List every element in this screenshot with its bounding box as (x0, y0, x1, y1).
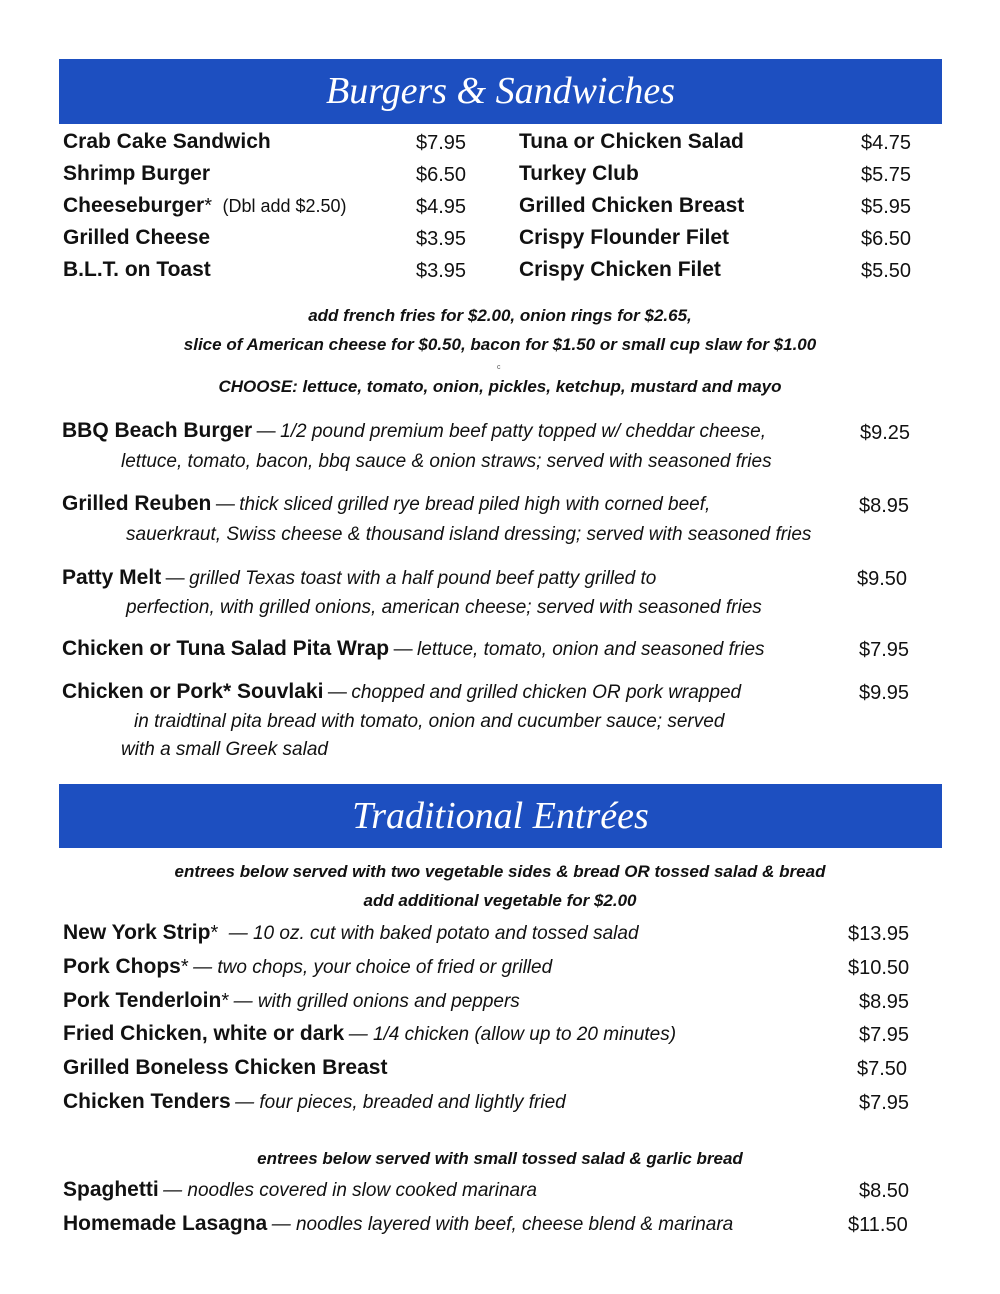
special-name: Chicken or Pork* Souvlaki (62, 680, 324, 703)
special-desc-cont: lettuce, tomato, bacon, bbq sauce & onion straws; served with seasoned fries (121, 451, 772, 472)
item-name: Crispy Flounder Filet (519, 226, 730, 249)
item-name: Turkey Club (519, 162, 639, 185)
pasta-price: $8.50 (859, 1180, 910, 1202)
menu-item (63, 226, 210, 250)
special-desc: thick sliced grilled rye bread piled high with corned beef, (239, 494, 711, 515)
entree-price: $13.95 (848, 923, 910, 945)
entree-item (63, 1056, 387, 1080)
entree-item (63, 1090, 566, 1114)
entree-star: * (221, 990, 230, 1012)
entree-price: $10.50 (848, 957, 910, 979)
item-price: $5.50 (861, 260, 912, 282)
item-name: B.L.T. on Toast (63, 258, 211, 281)
special-dash: — (327, 682, 347, 703)
item-name: Crispy Chicken Filet (519, 258, 721, 281)
pasta-desc: — noodles covered in slow cooked marinara (163, 1180, 537, 1201)
entree-item (63, 921, 639, 945)
entree-desc: — two chops, your choice of fried or grilled (193, 957, 553, 978)
item-price: $4.95 (416, 196, 467, 218)
entree-price: $8.95 (859, 991, 910, 1013)
item-price: $5.75 (861, 164, 912, 186)
special-desc: 1/2 pound premium beef patty topped w/ cheddar cheese, (280, 421, 766, 442)
entree-star: * (210, 922, 219, 944)
pasta-item (63, 1178, 537, 1202)
entrees-note-vegetable: add additional vegetable for $2.00 (363, 891, 637, 910)
special-item (62, 680, 741, 704)
special-price: $8.95 (859, 495, 910, 517)
entree-desc: — 10 oz. cut with baked potato and tossed salad (228, 923, 639, 944)
item-price: $3.95 (416, 260, 467, 282)
special-price: $7.95 (859, 639, 910, 661)
item-price: $6.50 (416, 164, 467, 186)
entree-item (63, 1022, 676, 1046)
entree-name: Pork Chops (63, 955, 181, 978)
item-name: Shrimp Burger (63, 162, 211, 185)
special-dash: — (165, 568, 185, 589)
section-title-burgers: Burgers & Sandwiches (325, 70, 675, 112)
special-dash: — (393, 639, 413, 660)
menu-item (63, 130, 271, 154)
item-price: $3.95 (416, 228, 467, 250)
section-title-entrees: Traditional Entrées (352, 795, 649, 837)
entree-star: * (180, 956, 189, 978)
pasta-desc: — noodles layered with beef, cheese blend & marinara (271, 1214, 734, 1235)
special-name: Chicken or Tuna Salad Pita Wrap (62, 637, 390, 660)
section-banner-burgers (59, 59, 942, 124)
entree-item (63, 955, 552, 979)
item-note: (Dbl add $2.50) (222, 196, 347, 216)
entree-name: New York Strip (63, 921, 211, 944)
special-desc-cont: in traidtinal pita bread with tomato, onion and cucumber sauce; served (134, 711, 725, 732)
special-dash: — (215, 494, 235, 515)
entree-name: Chicken Tenders (63, 1090, 231, 1113)
special-price: $9.50 (857, 568, 908, 590)
entree-name: Grilled Boneless Chicken Breast (63, 1056, 388, 1079)
special-desc: grilled Texas toast with a half pound beef patty grilled to (189, 568, 657, 589)
pasta-item (63, 1212, 733, 1236)
item-star: * (204, 195, 213, 217)
special-name: Grilled Reuben (62, 492, 212, 515)
entree-name: Fried Chicken, white or dark (63, 1022, 345, 1045)
item-price: $4.75 (861, 132, 912, 154)
entree-item (63, 989, 520, 1013)
menu-item (63, 194, 347, 218)
menu-item (63, 162, 210, 186)
special-item (62, 419, 766, 443)
entree-price: $7.95 (859, 1092, 910, 1114)
special-item (62, 492, 710, 516)
special-dash: — (256, 421, 276, 442)
addons-note-line1: add french fries for $2.00, onion rings for $2.65, (308, 306, 692, 325)
entree-desc: — with grilled onions and peppers (233, 991, 520, 1012)
pasta-note: entrees below served with small tossed salad & garlic bread (257, 1149, 743, 1168)
item-price: $7.95 (416, 132, 467, 154)
special-desc: chopped and grilled chicken OR pork wrapped (351, 682, 742, 703)
special-desc-cont: perfection, with grilled onions, american cheese; served with seasoned fries (126, 597, 762, 618)
addons-note-line2: slice of American cheese for $0.50, bacon for $1.50 or small cup slaw for $1.00 (183, 335, 817, 354)
entree-price: $7.95 (859, 1024, 910, 1046)
menu-item (63, 258, 211, 282)
special-name: BBQ Beach Burger (62, 419, 253, 442)
entree-name: Pork Tenderloin (63, 989, 222, 1012)
stray-mark: c (497, 364, 501, 371)
item-price: $5.95 (861, 196, 912, 218)
item-name: Grilled Chicken Breast (519, 194, 745, 217)
item-name: Crab Cake Sandwich (63, 130, 271, 153)
choose-note: CHOOSE: lettuce, tomato, onion, pickles, ketchup, mustard and mayo (218, 377, 782, 396)
item-name: Cheeseburger (63, 194, 205, 217)
item-price: $6.50 (861, 228, 912, 250)
pasta-price: $11.50 (848, 1214, 908, 1236)
special-price: $9.95 (859, 682, 910, 704)
special-desc-cont: sauerkraut, Swiss cheese & thousand island dressing; served with seasoned fries (126, 524, 812, 545)
item-name: Grilled Cheese (63, 226, 211, 249)
pasta-name: Spaghetti (63, 1178, 159, 1201)
special-item (62, 637, 765, 661)
special-name: Patty Melt (62, 566, 162, 589)
entree-desc: — four pieces, breaded and lightly fried (235, 1092, 566, 1113)
section-banner-entrees (59, 784, 942, 848)
special-item (62, 566, 656, 590)
item-name: Tuna or Chicken Salad (519, 130, 744, 153)
entree-price: $7.50 (857, 1058, 908, 1080)
special-price: $9.25 (860, 422, 911, 444)
special-desc: lettuce, tomato, onion and seasoned fries (417, 639, 765, 660)
special-desc-cont: with a small Greek salad (121, 739, 328, 760)
pasta-name: Homemade Lasagna (63, 1212, 268, 1235)
entrees-note-sides: entrees below served with two vegetable sides & bread OR tossed salad & bread (174, 862, 826, 881)
entree-desc: — 1/4 chicken (allow up to 20 minutes) (348, 1024, 677, 1045)
